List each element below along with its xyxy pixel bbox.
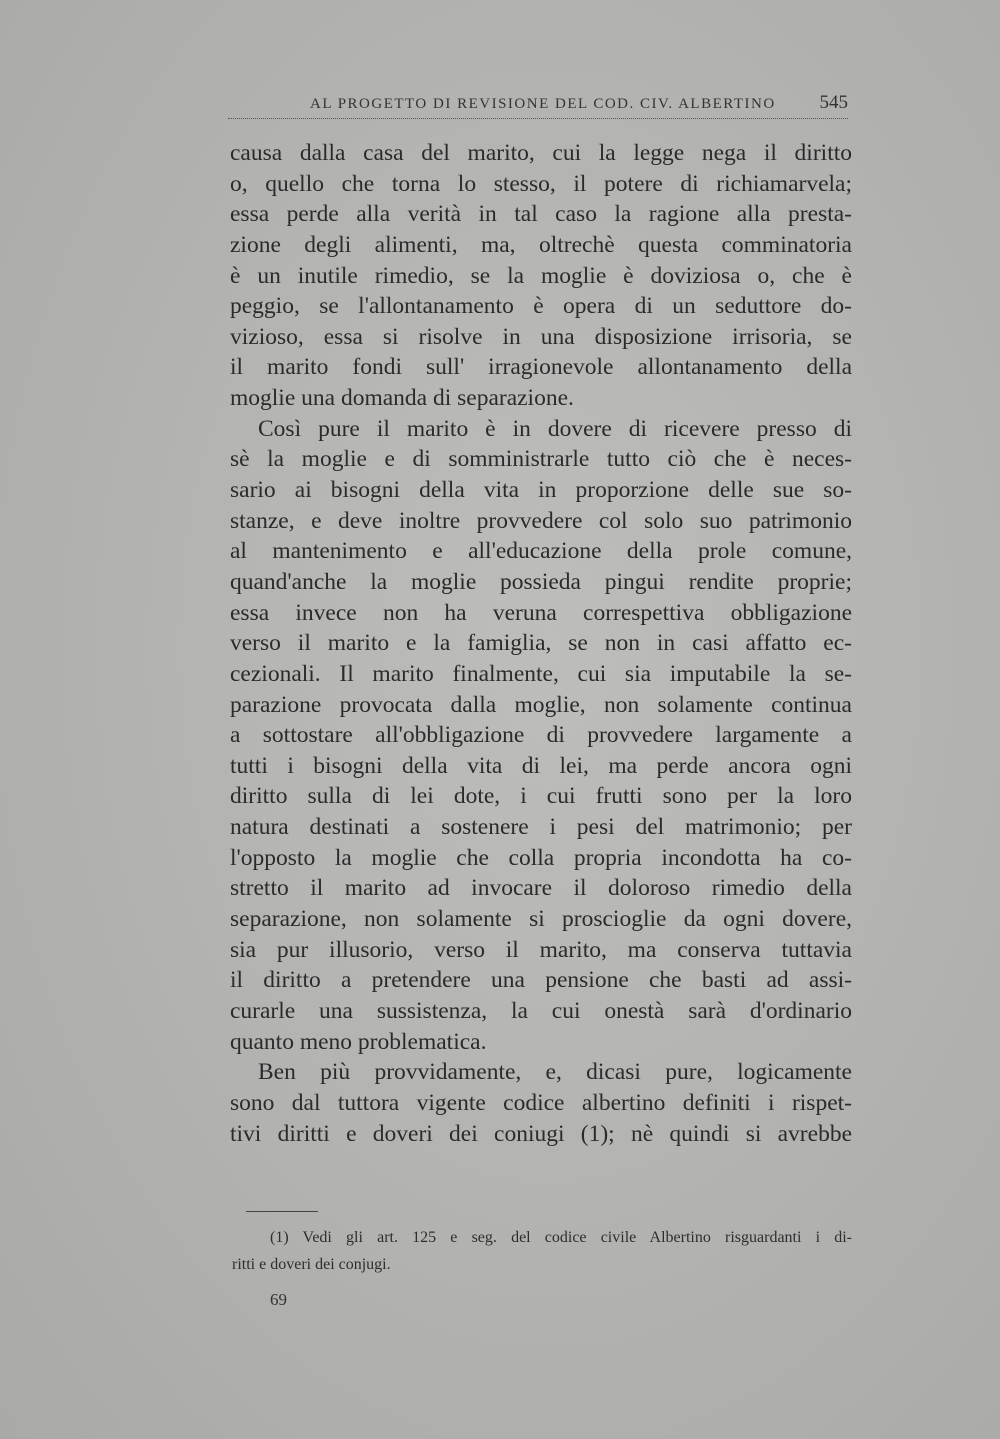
text-line: stretto il marito ad invocare il doloroso rimedio della (230, 875, 852, 902)
text-line: tutti i bisogni della vita di lei, ma perde ancora ogni (230, 752, 852, 779)
signature-mark: 69 (270, 1290, 287, 1309)
footnote-line: ritti e doveri dei conjugi. (232, 1256, 391, 1273)
text-line: stanze, e deve inoltre provvedere col solo suo patrimonio (230, 507, 852, 534)
text-line: al mantenimento e all'educazione della prole comune, (230, 538, 852, 565)
text-line: o, quello che torna lo stesso, il potere di richiamarvela; (230, 170, 852, 197)
text-line: sono dal tuttora vigente codice albertino definiti i rispet- (230, 1089, 852, 1116)
body-text (230, 138, 852, 1149)
text-line: moglie una domanda di separazione. (230, 385, 574, 412)
text-line: Così pure il marito è in dovere di ricevere presso di (258, 415, 852, 442)
text-line: vizioso, essa si risolve in una disposizione irrisoria, se (230, 323, 852, 350)
text-line: cezionali. Il marito finalmente, cui sia imputabile la se- (230, 660, 852, 687)
text-line: causa dalla casa del marito, cui la legge nega il diritto (230, 140, 852, 166)
text-line: zione degli alimenti, ma, oltrechè questa comminatoria (230, 231, 852, 258)
page-header (228, 92, 848, 119)
text-line: il marito fondi sull' irragionevole allontanamento della (230, 354, 852, 381)
footnote-divider (246, 1211, 318, 1212)
text-line: tivi diritti e doveri dei coniugi (1); nè quindi si avrebbe (230, 1120, 852, 1147)
text-line: verso il marito e la famiglia, se non in casi affatto ec- (230, 630, 852, 657)
text-line: parazione provocata dalla moglie, non solamente continua (230, 691, 852, 718)
text-line: natura destinati a sostenere i pesi del matrimonio; per (230, 814, 852, 841)
text-line: peggio, se l'allontanamento è opera di un seduttore do- (230, 293, 852, 320)
text-line: quand'anche la moglie possieda pingui rendite proprie; (230, 568, 852, 595)
text-line: essa perde alla verità in tal caso la ragione alla presta- (230, 201, 852, 228)
text-line: essa invece non ha veruna correspettiva obbligazione (230, 599, 852, 626)
running-head: AL PROGETTO DI REVISIONE DEL COD. CIV. ALBERTINO (310, 96, 776, 112)
text-line: il diritto a pretendere una pensione che basti ad assi- (230, 967, 852, 994)
text-line: è un inutile rimedio, se la moglie è doviziosa o, che è (230, 262, 852, 289)
footnote (232, 1224, 852, 1278)
text-line: sia pur illusorio, verso il marito, ma conserva tuttavia (230, 936, 852, 963)
text-line: sario ai bisogni della vita in proporzione delle sue so- (230, 477, 852, 504)
text-line: separazione, non solamente si proscioglie da ogni dovere, (230, 906, 852, 933)
text-line: sè la moglie e di somministrarle tutto ciò che è neces- (230, 446, 852, 473)
text-line: quanto meno problematica. (230, 1028, 487, 1055)
text-line: Ben più provvidamente, e, dicasi pure, logicamente (258, 1059, 852, 1086)
page-number: 545 (819, 92, 848, 113)
text-line: curarle una sussistenza, la cui onestà sarà d'ordinario (230, 997, 852, 1024)
text-line: l'opposto la moglie che colla propria incondotta ha co- (230, 844, 852, 871)
text-line: diritto sulla di lei dote, i cui frutti sono per la loro (230, 783, 852, 810)
text-line: a sottostare all'obbligazione di provvedere largamente a (230, 722, 852, 749)
footnote-line: (1) Vedi gli art. 125 e seg. del codice civile Albertino risguardanti i di- (270, 1229, 852, 1246)
